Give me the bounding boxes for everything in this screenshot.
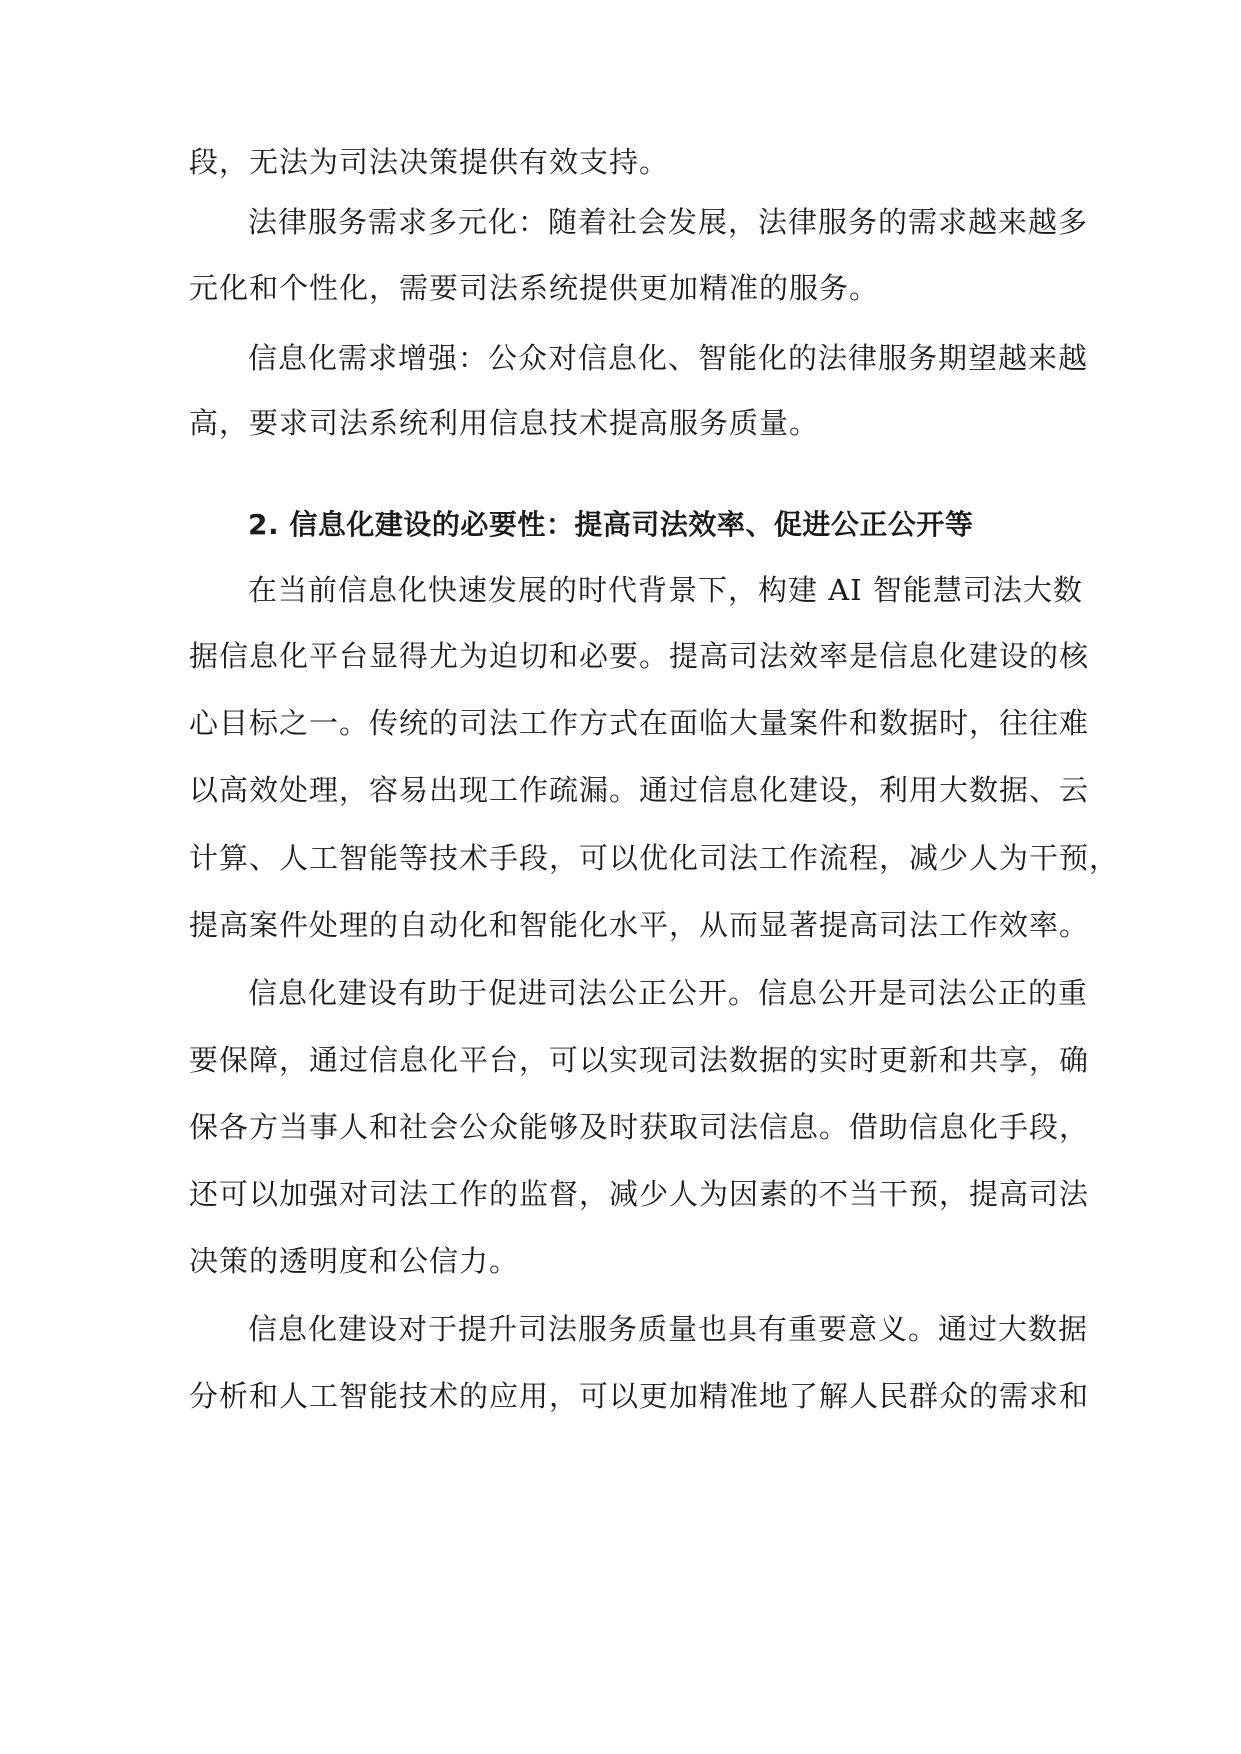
section-heading: 2. 信息化建设的必要性：提高司法效率、促进公正公开等 [248,508,974,541]
paragraph-line: 计算、人工智能等技术手段，可以优化司法工作流程，减少人为干预， [189,841,1120,875]
paragraph-line: 段，无法为司法决策提供有效支持。 [189,145,670,179]
paragraph-line: 提高案件处理的自动化和智能化水平，从而显著提高司法工作效率。 [189,908,1090,942]
paragraph-line: 心目标之一。传统的司法工作方式在面临大量案件和数据时，往往难 [189,706,1090,740]
paragraph-line: 信息化建设对于提升司法服务质量也具有重要意义。通过大数据 [248,1312,1089,1346]
paragraph-line: 高，要求司法系统利用信息技术提高服务质量。 [189,406,820,440]
paragraph-line: 决策的透明度和公信力。 [189,1244,520,1278]
paragraph-line: 信息化建设有助于促进司法公正公开。信息公开是司法公正的重 [248,976,1089,1010]
paragraph-line: 元化和个性化，需要司法系统提供更加精准的服务。 [189,271,880,305]
paragraph-line: 保各方当事人和社会公众能够及时获取司法信息。借助信息化手段， [189,1110,1090,1144]
paragraph-line: 信息化需求增强：公众对信息化、智能化的法律服务期望越来越 [248,341,1089,375]
paragraph-line: 分析和人工智能技术的应用，可以更加精准地了解人民群众的需求和 [189,1379,1090,1413]
paragraph-line: 在当前信息化快速发展的时代背景下，构建 AI 智能慧司法大数 [248,573,1083,607]
paragraph-line: 还可以加强对司法工作的监督，减少人为因素的不当干预，提高司法 [189,1177,1090,1211]
paragraph-line: 以高效处理，容易出现工作疏漏。通过信息化建设，利用大数据、云 [189,773,1090,807]
paragraph-line: 法律服务需求多元化：随着社会发展，法律服务的需求越来越多 [248,205,1089,239]
paragraph-line: 要保障，通过信息化平台，可以实现司法数据的实时更新和共享，确 [189,1043,1090,1077]
paragraph-line: 据信息化平台显得尤为迫切和必要。提高司法效率是信息化建设的核 [189,639,1090,673]
